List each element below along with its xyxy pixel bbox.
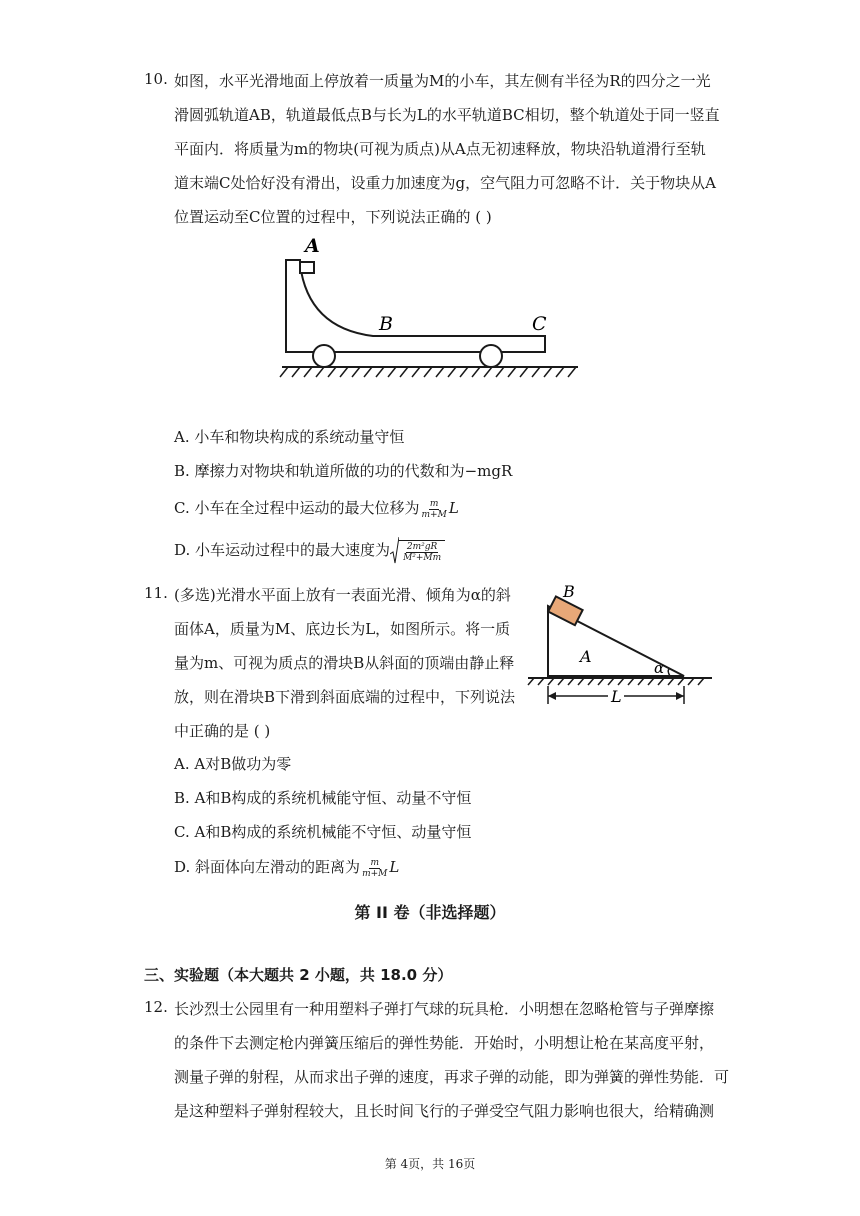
question-number: 11.: [144, 584, 168, 602]
stem-line: 长沙烈士公园里有一种用塑料子弹打气球的玩具枪．小明想在忽略枪管与子弹摩擦: [174, 1000, 715, 1018]
stem-line: 测量子弹的射程，从而求出子弹的速度，再求子弹的动能，即为弹簧的弹性势能．可: [174, 1068, 730, 1086]
page-footer: 第 4页，共 16页: [384, 1157, 476, 1171]
label-c: C: [532, 313, 547, 335]
option-b: B. 摩擦力对物块和轨道所做的功的代数和为−mgR: [174, 462, 513, 480]
option-a: A. 小车和物块构成的系统动量守恒: [174, 428, 405, 446]
arrow-right-icon: [676, 692, 684, 700]
stem-line: 的条件下去测定枪内弹簧压缩后的弹性势能．开始时，小明想让枪在某高度平射，: [174, 1034, 715, 1052]
label-a: A: [305, 235, 320, 257]
option-a: A. A对B做功为零: [174, 755, 292, 773]
start-block: [300, 262, 314, 273]
stem-line: 面体A，质量为M、底边长为L，如图所示。将一质: [174, 620, 511, 638]
question-number: 10.: [144, 70, 168, 88]
fraction: $\frac{m}{m+M}$: [362, 857, 388, 879]
label-angle: α: [654, 659, 665, 677]
stem-line: 量为m、可视为质点的滑块B从斜面的顶端由静止释: [174, 654, 515, 672]
incline-figure: [524, 578, 719, 708]
wheel-right: [480, 345, 502, 367]
stem-line: 位置运动至C位置的过程中，下列说法正确的 ( ): [174, 208, 492, 226]
label-b: B: [379, 313, 393, 335]
angle-arc: [668, 669, 670, 676]
stem-line: 道末端C处恰好没有滑出，设重力加速度为g，空气阻力可忽略不计．关于物块从A: [174, 174, 716, 192]
label-block-b: B: [563, 582, 575, 601]
option-c: C. 小车在全过程中运动的最大位移为 $\frac{m}{m+M}$ L: [174, 498, 459, 520]
option-c: C. A和B构成的系统机械能不守恒、动量守恒: [174, 823, 472, 841]
stem-line: 如图，水平光滑地面上停放着一质量为M的小车，其左侧有半径为R的四分之一光: [174, 72, 711, 90]
wheel-left: [313, 345, 335, 367]
section-title: 第 II 卷（非选择题）: [354, 903, 506, 922]
fraction: $\frac{m}{m+M}$: [421, 498, 447, 520]
stem-line: (多选)光滑水平面上放有一表面光滑、倾角为α的斜: [174, 586, 511, 604]
cart-track-figure: [278, 232, 588, 382]
option-d: D. 小车运动过程中的最大速度为 $\frac{\text{2m²gR}}{\text{M²+Mm}}$: [174, 537, 445, 565]
stem-line: 平面内．将质量为m的物块(可视为质点)从A点无初速释放，物块沿轨道滑行至轨: [174, 140, 706, 158]
fraction: $\frac{\text{2m²gR}}{\text{M²+Mm}}$: [403, 541, 442, 563]
stem-line: 是这种塑料子弹射程较大，且长时间飞行的子弹受空气阻力影响也很大，给精确测: [174, 1102, 715, 1120]
part-title: 三、实验题（本大题共 2 小题，共 18.0 分）: [144, 966, 453, 984]
ground-hatch: [280, 367, 576, 377]
question-number: 12.: [144, 998, 168, 1016]
square-root: [390, 537, 445, 565]
stem-line: 滑圆弧轨道AB，轨道最低点B与长为L的水平轨道BC相切，整个轨道处于同一竖直: [174, 106, 720, 124]
label-body-a: A: [580, 647, 592, 666]
arrow-left-icon: [548, 692, 556, 700]
ground-hatch: [528, 678, 704, 685]
stem-line: 中正确的是 ( ): [174, 722, 271, 740]
option-d: D. 斜面体向左滑动的距离为 $\frac{m}{m+M}$ L: [174, 857, 400, 879]
stem-line: 放，则在滑块B下滑到斜面底端的过程中，下列说法: [174, 688, 516, 706]
option-b: B. A和B构成的系统机械能守恒、动量不守恒: [174, 789, 472, 807]
cart-body: [286, 260, 545, 352]
label-base: L: [611, 687, 622, 706]
